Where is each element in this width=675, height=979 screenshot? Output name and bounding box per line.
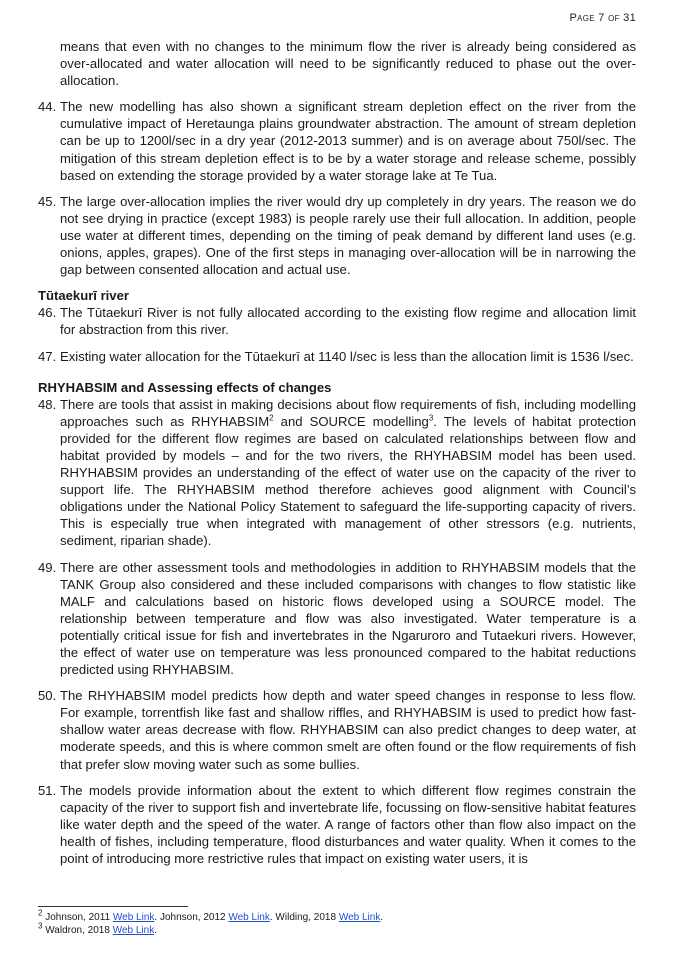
- section-heading-rhyhabsim: RHYHABSIM and Assessing effects of changes: [38, 379, 332, 395]
- paragraph-number: 47.: [38, 348, 57, 364]
- paragraph-text-part: . The levels of habitat protection provided for the different flow regimes are based on calculated relationships between flow and habitat provided by models – and for the two rivers, the RHYHABSIM model has been used. RHYHABSIM provides an understanding of the effect of water use on the capacity of the river to support life. The RHYHABSIM method therefore achieves good alignment with Council’s obligations under the National Policy Statement to safeguard the life-supporting capacity of rivers. This is especially true when integrated with management of other stressors (e.g. nutrients, sediment, riparian shade).: [60, 413, 636, 549]
- continued-paragraph: means that even with no changes to the minimum flow the river is already being considered as over-allocated and water allocation will need to be significantly reduced to phase out the over-allocation.: [60, 39, 636, 89]
- document-body: [38, 38, 636, 876]
- paragraph-47: [38, 348, 636, 365]
- page-total: 31: [623, 12, 636, 24]
- paragraph-number: 51.: [38, 782, 57, 798]
- paragraph-number: 46.: [38, 305, 57, 321]
- footnote-2: [38, 908, 636, 924]
- footnote-text: . Johnson, 2012: [154, 912, 229, 923]
- paragraph-50: [38, 687, 636, 772]
- footnote-3: [38, 921, 636, 937]
- footnote-mark: 3: [38, 921, 43, 931]
- paragraph-text: [60, 396, 636, 550]
- footnote-ref-2[interactable]: 2: [269, 413, 274, 423]
- web-link[interactable]: Web Link: [228, 912, 270, 923]
- web-link[interactable]: Web Link: [112, 925, 155, 936]
- paragraph-44: [38, 98, 636, 183]
- paragraph-46: [38, 304, 636, 338]
- paragraph-text: The large over-allocation implies the river would dry up completely in dry years. The reason we do not see drying in practice (except 1983) is people rarely use their full allocation. In addition, people use water at different times, depending on the timing of peak demand by different land uses (e.g. onions, apples, grapes). One of the first steps in managing over-allocation will be in narrowing the gap between consented allocation and actual use.: [60, 193, 636, 278]
- paragraph-text: The models provide information about the extent to which different flow regimes constrain the capacity of the river to support fish and invertebrate life, focussing on flow-sensitive habitat features like water depth and the speed of the water. A range of factors other than flow also impact on the health of fishes, including temperature, flood disturbances and water quality. When it comes to the point of introducing more restrictive rules that impact on existing water users, it is: [60, 782, 636, 867]
- footnotes: [38, 906, 636, 937]
- paragraph-number: 48.: [38, 396, 57, 412]
- paragraph-number: 49.: [38, 559, 57, 575]
- footnote-mark: 2: [38, 908, 43, 918]
- paragraph-48: [38, 396, 636, 550]
- paragraph-text: The new modelling has also shown a significant stream depletion effect on the river from the cumulative impact of Heretaunga plains groundwater abstraction. The amount of stream depletion can be up to 1200l/sec in a dry year (2012-2013 summer) and is on average about 750l/sec. The mitigation of this stream depletion effect is to be by a water storage and release scheme, possibly based on extending the storage provided by a water storage lake at Te Tua.: [60, 99, 636, 183]
- paragraph-text-part: There are tools that assist in making decisions about flow requirements of fish, including modelling approaches such as RHYHABSIM: [60, 396, 636, 429]
- web-link[interactable]: Web Link: [112, 912, 155, 923]
- footnote-text: Waldron, 2018: [42, 925, 113, 936]
- paragraph-text: There are other assessment tools and methodologies in addition to RHYHABSIM models that the TANK Group also considered and these included comparisons with changes to flow statistic like MALF and calculations based on historic flows developed using a SOURCE model. The relationship between temperature and flow was also investigated. Water temperature is a potentially critical issue for fish and invertebrates in the Ngaruroro and Tutaekuri rivers. However, the effect of water use on temperature was less pronounced compared to the habitat reductions predicted using RHYHABSIM.: [60, 559, 636, 678]
- page-label: Page: [569, 12, 595, 24]
- footnote-ref-3[interactable]: 3: [428, 413, 434, 423]
- paragraph-text-part: and SOURCE modelling: [273, 413, 429, 429]
- footnote-separator: [38, 906, 188, 907]
- paragraph-text: The RHYHABSIM model predicts how depth and water speed changes in response to less flow. For example, torrentfish like fast and shallow riffles, and RHYHABSIM is used to predict how fast-shallow water areas decrease with flow. RHYHABSIM can also predict changes to deep water, at moderate speeds, and this is where common smelt are often found or the flow requirements of fish that prefer slow moving water such as some bullies.: [60, 688, 636, 772]
- page-header: [570, 12, 637, 24]
- footnote-text: .: [380, 912, 384, 923]
- section-heading-tutaekuri: Tūtaekurī river: [38, 288, 129, 304]
- footnote-text: . Wilding, 2018: [269, 912, 339, 923]
- of-label: of: [608, 12, 620, 24]
- paragraph-number: 45.: [38, 193, 57, 209]
- web-link[interactable]: Web Link: [338, 912, 381, 923]
- paragraph-text: Existing water allocation for the Tūtaekurī at 1140 l/sec is less than the allocation limit is 1536 l/sec.: [60, 348, 634, 364]
- paragraph-text: The Tūtaekurī River is not fully allocated according to the existing flow regime and allocation limit for abstraction from this river.: [60, 305, 636, 338]
- paragraph-45: [38, 193, 636, 278]
- page-number: 7: [598, 12, 605, 24]
- paragraph-49: [38, 559, 636, 679]
- paragraph-51: [38, 782, 636, 867]
- paragraph-number: 44.: [38, 99, 57, 115]
- footnote-text: Johnson, 2011: [42, 912, 113, 923]
- paragraph-number: 50.: [38, 688, 57, 704]
- footnote-text: .: [154, 925, 157, 936]
